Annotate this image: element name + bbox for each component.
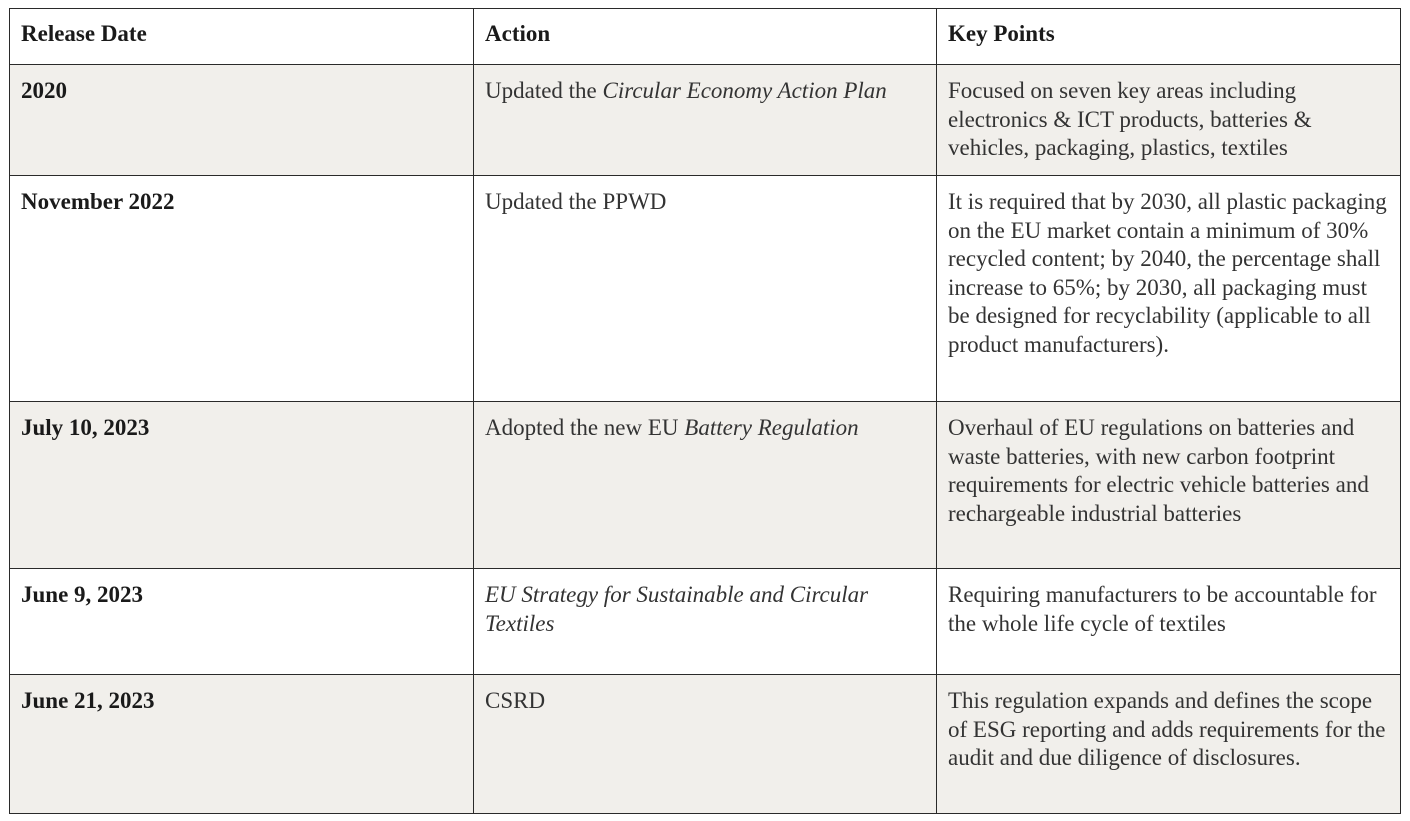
action-italic-text: EU Strategy for Sustainable and Circular Textiles <box>485 582 869 636</box>
key-points-cell: Requiring manufacturers to be accountable for the whole life cycle of textiles <box>937 569 1401 675</box>
action-cell <box>474 65 937 176</box>
action-text: Updated the PPWD <box>485 189 667 214</box>
action-cell <box>474 675 937 814</box>
key-points-cell: Overhaul of EU regulations on batteries and waste batteries, with new carbon footprint requirements for electric vehicle batteries and rechargeable industrial batteries <box>937 402 1401 569</box>
header-row <box>10 9 1401 65</box>
regulation-table <box>9 8 1401 814</box>
key-points-cell: It is required that by 2030, all plastic packaging on the EU market contain a minimum of 30% recycled content; by 2040, the percentage shall increase to 65%; by 2030, all packaging must be designed for recyclability (applicable to all product manufacturers). <box>937 176 1401 402</box>
key-points-cell: Focused on seven key areas including electronics & ICT products, batteries & vehicles, packaging, plastics, textiles <box>937 65 1401 176</box>
action-cell <box>474 402 937 569</box>
table-row <box>10 402 1401 569</box>
table-row <box>10 675 1401 814</box>
header-key-points: Key Points <box>937 9 1401 65</box>
table-row <box>10 65 1401 176</box>
action-text: Adopted the new EU <box>485 415 685 440</box>
release-date-cell: November 2022 <box>10 176 474 402</box>
table-body <box>10 65 1401 814</box>
header-release-date: Release Date <box>10 9 474 65</box>
action-italic-text: Battery Regulation <box>684 415 859 440</box>
key-points-cell: This regulation expands and defines the scope of ESG reporting and adds requirements for the audit and due diligence of disclosures. <box>937 675 1401 814</box>
release-date-cell: 2020 <box>10 65 474 176</box>
action-cell <box>474 176 937 402</box>
action-text: Updated the <box>485 78 603 103</box>
table-header <box>10 9 1401 65</box>
release-date-cell: June 21, 2023 <box>10 675 474 814</box>
action-text: CSRD <box>485 688 546 713</box>
release-date-cell: July 10, 2023 <box>10 402 474 569</box>
action-cell <box>474 569 937 675</box>
action-italic-text: Circular Economy Action Plan <box>602 78 887 103</box>
header-action: Action <box>474 9 937 65</box>
table-row <box>10 569 1401 675</box>
table-row <box>10 176 1401 402</box>
release-date-cell: June 9, 2023 <box>10 569 474 675</box>
